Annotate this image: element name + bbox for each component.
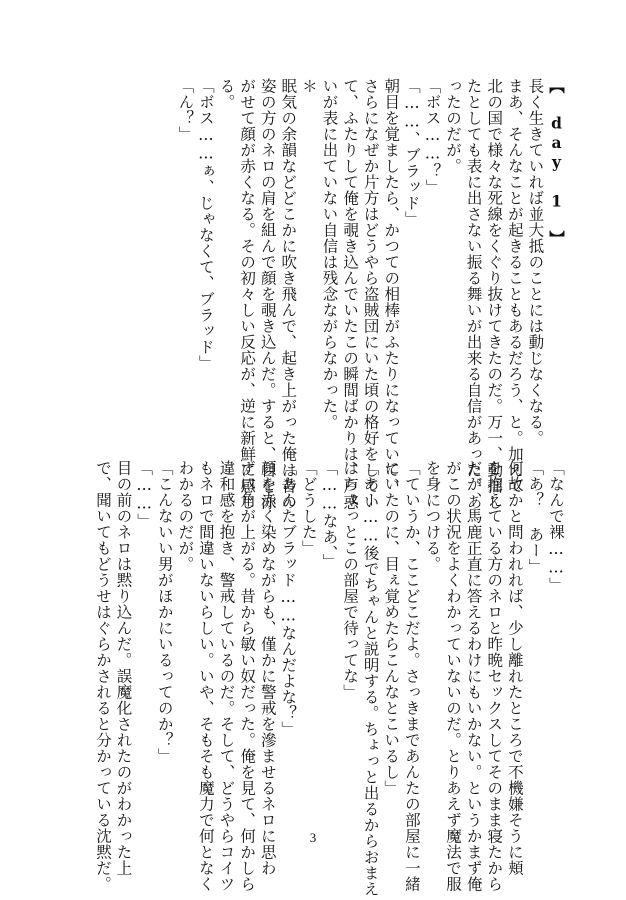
text-line: 眠気の余韻などどこかに吹き飛んで、起き上がった俺は昔の (279, 78, 298, 510)
text-line: いが表に出ていない自信は残念ながらなかった。 (320, 78, 339, 430)
text-line: 「ボス……？」 (423, 78, 442, 195)
text-line: を身につける。 (423, 460, 442, 572)
text-line: 何故かと問われれば、少し離れたところで不機嫌そうに頬 (505, 460, 524, 876)
text-line: で、聞いてもどうせはぐらかされると分かっている沈黙だ。 (93, 460, 112, 892)
text-line: 北の国で様々な死線をくぐり抜けてきたのだ。万一、動揺し (485, 78, 504, 510)
text-line: 「……なあ、」 (320, 460, 339, 570)
text-line: たとしても表に出さない振る舞いが出来る自信があった。あ (464, 78, 483, 510)
text-line: 違和感を抱き、警戒しているのだ。そして、どうやらコイツ (217, 460, 236, 892)
text-line: はちょっとこの部屋で待ってな」 (341, 460, 360, 700)
text-line: ＊ (299, 78, 318, 94)
text-line: 「あー……後でちゃんと説明する。ちょっと出るからおまえ (361, 460, 380, 897)
text-line: て、ふたりして俺を覗き込んでいたこの瞬間ばかりは、戸惑 (341, 78, 360, 510)
text-line: 「なんで裸……」 (547, 460, 565, 593)
text-line: ず口角が上がる。昔から敏い奴だった。俺を見て、何かしら (238, 460, 257, 892)
text-line: 「あんたブラッド……なんだよな？」 (279, 460, 298, 737)
lower-text-block (60, 460, 566, 897)
text-line: わかるのだが。 (176, 460, 195, 572)
text-line: ったのだが。 (444, 78, 463, 174)
text-line: を抱えている方のネロと昨晩セックスしてそのまま寝たから (485, 460, 504, 892)
text-line: 「ん？」 (176, 78, 195, 142)
text-line: もネロで間違いないらしい。いや、そもそも魔力で何となく (196, 460, 215, 892)
text-line: 「あ？ あー」 (526, 460, 545, 575)
text-line: 顔を赤く染めながらも、僅かに警戒を滲ませるネロに思わ (258, 460, 277, 876)
text-line: まあ、そんなことが起きることもあるだろう、と。加えて (505, 78, 524, 494)
text-line: さらになぜか片方はどうやら盗賊団にいた頃の格好をしてい (361, 78, 380, 510)
text-line: 「……、ブラッド」 (402, 78, 421, 227)
text-line: 「……」 (135, 460, 154, 529)
text-line: 「ていうか、ここどこだよ。さっきまであんたの部屋に一緒 (402, 460, 421, 892)
chapter-heading: 【 day 1 】 (547, 78, 566, 247)
text-line: だが、馬鹿正直に答えるわけにもいかない。というかまず俺 (464, 460, 483, 892)
text-line: がこの状況をよくわかっていないのだ。とりあえず魔法で服 (444, 460, 463, 892)
text-line: 朝目を覚ましたら、かつての相棒がふたりになっていて、 (382, 78, 401, 494)
text-line: 目の前のネロは黙り込んだ。誤魔化されたのがわかった上 (114, 460, 133, 876)
text-line: 「どうした」 (299, 460, 318, 556)
text-line: がせて顔が赤くなる。その初々しい反応が、逆に新鮮に感じ (238, 78, 257, 510)
text-line: にいたのに、目ぇ覚めたらこんなとこいるし」 (382, 460, 401, 796)
text-line: 「ボス……ぁ、じゃなくて、ブラッド」 (196, 78, 215, 371)
text-line: 姿の方のネロの肩を組んで顔を覗き込んだ。すると、目を泳 (258, 78, 277, 510)
text-line: る。 (217, 78, 236, 110)
text-line: 長く生きていれば並大抵のことには動じなくなる。 (526, 78, 545, 446)
page-number: 3 (309, 830, 317, 845)
text-line: 「こんないい男がほかにいるってのか？」 (155, 460, 174, 764)
